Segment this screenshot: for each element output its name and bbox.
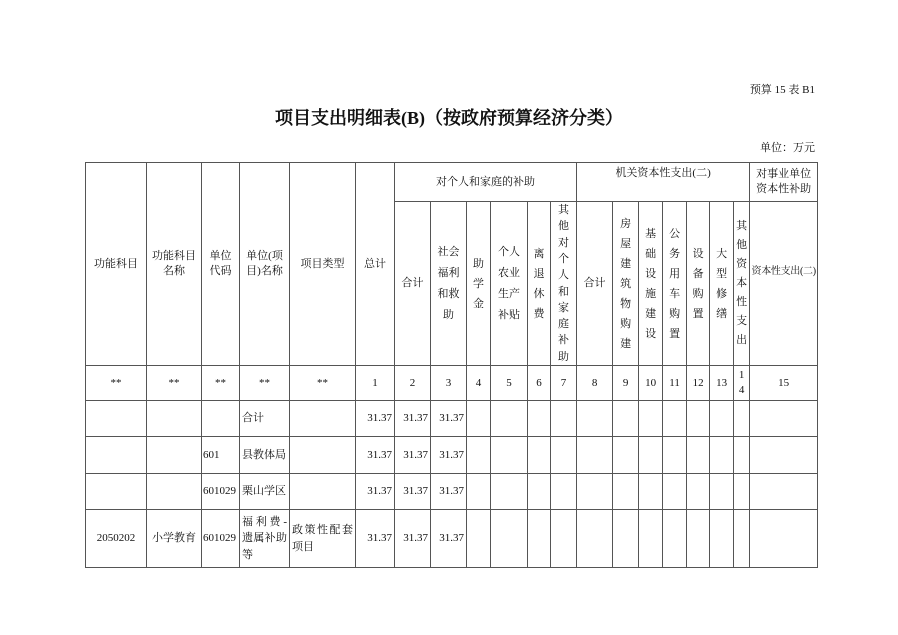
index-cell: 2 <box>395 366 431 401</box>
header-other-personal <box>551 202 577 366</box>
value-infrastructure <box>639 401 663 437</box>
header-retirement-label: 离退休费 <box>533 247 545 320</box>
value-inst-capital <box>750 437 818 474</box>
value-buildings <box>613 474 639 510</box>
value-other-capital <box>734 401 750 437</box>
header-repairs <box>710 202 734 366</box>
value-social-welfare: 31.37 <box>431 437 467 474</box>
value-farm-subsidy <box>491 510 528 568</box>
func-name-cell: 小学教育 <box>147 510 202 568</box>
value-personal-total: 31.37 <box>395 437 431 474</box>
header-unit-code <box>202 163 240 366</box>
value-equipment <box>687 510 710 568</box>
value-vehicles <box>663 474 687 510</box>
header-student-aid <box>467 202 491 366</box>
index-cell: ** <box>202 366 240 401</box>
header-student-aid-label: 助学金 <box>473 257 484 310</box>
unit-code-cell: 601029 <box>202 474 240 510</box>
value-retirement <box>528 510 551 568</box>
project-type-cell <box>290 474 356 510</box>
header-project-type: 项目类型 <box>290 163 356 366</box>
index-row <box>86 366 818 401</box>
value-equipment <box>687 474 710 510</box>
header-infrastructure <box>639 202 663 366</box>
value-inst-capital <box>750 510 818 568</box>
value-repairs <box>710 510 734 568</box>
value-retirement <box>528 437 551 474</box>
header-repairs-label: 大型修缮 <box>716 247 728 320</box>
value-capital-total <box>577 474 613 510</box>
value-repairs <box>710 401 734 437</box>
func-name-cell <box>147 437 202 474</box>
unit-code-cell <box>202 401 240 437</box>
value-inst-capital <box>750 474 818 510</box>
index-cell: ** <box>290 366 356 401</box>
header-unit-name-label: 单位(项目)名称 <box>246 250 283 277</box>
value-equipment <box>687 401 710 437</box>
value-infrastructure <box>639 437 663 474</box>
value-social-welfare: 31.37 <box>431 510 467 568</box>
value-vehicles <box>663 510 687 568</box>
header-personal-group: 对个人和家庭的补助 <box>395 163 577 202</box>
value-retirement <box>528 401 551 437</box>
header-farm-subsidy <box>491 202 528 366</box>
value-infrastructure <box>639 510 663 568</box>
func-name-cell <box>147 474 202 510</box>
value-other-personal <box>551 401 577 437</box>
page-title: 项目支出明细表(B)（按政府预算经济分类） <box>275 108 623 128</box>
value-other-personal <box>551 510 577 568</box>
project-type-cell <box>290 401 356 437</box>
func-code-cell <box>86 401 147 437</box>
header-retirement <box>528 202 551 366</box>
value-equipment <box>687 437 710 474</box>
index-cell: 4 <box>467 366 491 401</box>
index-cell: ** <box>147 366 202 401</box>
index-cell: 3 <box>431 366 467 401</box>
value-student-aid <box>467 401 491 437</box>
table-row <box>86 401 818 437</box>
unit-code-cell: 601029 <box>202 510 240 568</box>
header-inst-group-label: 对事业单位资本性补助 <box>756 168 812 195</box>
table-number: 预算 15 表 B1 <box>749 84 815 96</box>
header-equipment-label: 设备购置 <box>692 247 704 320</box>
header-personal-total: 合计 <box>395 202 431 366</box>
value-total: 31.37 <box>356 437 395 474</box>
header-vehicles-label: 公务用车购置 <box>669 227 681 340</box>
value-capital-total <box>577 510 613 568</box>
value-repairs <box>710 437 734 474</box>
value-other-capital <box>734 437 750 474</box>
index-cell: 15 <box>750 366 818 401</box>
value-social-welfare: 31.37 <box>431 474 467 510</box>
index-cell: 12 <box>687 366 710 401</box>
func-name-cell <box>147 401 202 437</box>
value-other-personal <box>551 437 577 474</box>
header-social-welfare-label: 社会福利和救助 <box>437 245 460 321</box>
index-cell: 8 <box>577 366 613 401</box>
value-student-aid <box>467 474 491 510</box>
value-farm-subsidy <box>491 437 528 474</box>
header-vehicles <box>663 202 687 366</box>
header-social-welfare <box>431 202 467 366</box>
value-personal-total: 31.37 <box>395 474 431 510</box>
index-cell: 6 <box>528 366 551 401</box>
header-other-personal-label: 其他对个人和家庭补助 <box>558 204 570 363</box>
header-equipment <box>687 202 710 366</box>
value-inst-capital <box>750 401 818 437</box>
index-cell: 5 <box>491 366 528 401</box>
index-cell-label: 14 <box>738 369 745 396</box>
unit-label: 单位：万元 <box>760 142 815 154</box>
value-vehicles <box>663 401 687 437</box>
unit-name-cell: 福利费-遗属补助等 <box>240 510 290 568</box>
index-cell: 10 <box>639 366 663 401</box>
header-func-name <box>147 163 202 366</box>
header-row-1 <box>86 163 818 202</box>
index-cell <box>734 366 750 401</box>
index-cell: 1 <box>356 366 395 401</box>
value-social-welfare: 31.37 <box>431 401 467 437</box>
func-code-cell <box>86 437 147 474</box>
header-func-code: 功能科目 <box>86 163 147 366</box>
value-other-personal <box>551 474 577 510</box>
table-row <box>86 474 818 510</box>
header-other-capital <box>734 202 750 366</box>
func-code-cell <box>86 474 147 510</box>
header-other-capital-label: 其他资本性支出 <box>736 220 748 346</box>
value-total: 31.37 <box>356 401 395 437</box>
header-total: 总计 <box>356 163 395 366</box>
header-buildings <box>613 202 639 366</box>
index-cell: ** <box>86 366 147 401</box>
header-capital-group: 机关资本性支出(二) <box>577 163 750 202</box>
budget-table <box>85 162 818 568</box>
project-type-cell: 政策性配套项目 <box>290 510 356 568</box>
value-buildings <box>613 401 639 437</box>
unit-code-cell: 601 <box>202 437 240 474</box>
header-buildings-label: 房屋建筑物购建 <box>620 217 632 350</box>
value-personal-total: 31.37 <box>395 510 431 568</box>
value-other-capital <box>734 474 750 510</box>
header-func-name-label: 功能科目名称 <box>152 250 196 277</box>
value-capital-total <box>577 437 613 474</box>
unit-name-cell: 县教体局 <box>240 437 290 474</box>
value-buildings <box>613 510 639 568</box>
func-code-cell: 2050202 <box>86 510 147 568</box>
index-cell: 9 <box>613 366 639 401</box>
header-farm-subsidy-label: 个人农业生产补贴 <box>498 245 520 321</box>
unit-name-cell: 栗山学区 <box>240 474 290 510</box>
table-row <box>86 437 818 474</box>
value-other-capital <box>734 510 750 568</box>
value-student-aid <box>467 437 491 474</box>
value-total: 31.37 <box>356 510 395 568</box>
value-buildings <box>613 437 639 474</box>
value-total: 31.37 <box>356 474 395 510</box>
header-inst-group <box>750 163 818 202</box>
value-student-aid <box>467 510 491 568</box>
value-capital-total <box>577 401 613 437</box>
header-inst-capital: 资本性支出(二) <box>750 202 818 366</box>
value-farm-subsidy <box>491 474 528 510</box>
value-repairs <box>710 474 734 510</box>
header-unit-name <box>240 163 290 366</box>
table-row <box>86 510 818 568</box>
value-vehicles <box>663 437 687 474</box>
index-cell: 13 <box>710 366 734 401</box>
value-farm-subsidy <box>491 401 528 437</box>
index-cell: ** <box>240 366 290 401</box>
unit-name-cell: 合计 <box>240 401 290 437</box>
index-cell: 11 <box>663 366 687 401</box>
project-type-cell <box>290 437 356 474</box>
header-infrastructure-label: 基础设施建设 <box>645 227 657 340</box>
value-retirement <box>528 474 551 510</box>
header-unit-code-label: 单位代码 <box>209 250 232 277</box>
value-personal-total: 31.37 <box>395 401 431 437</box>
value-infrastructure <box>639 474 663 510</box>
header-capital-total: 合计 <box>577 202 613 366</box>
index-cell: 7 <box>551 366 577 401</box>
